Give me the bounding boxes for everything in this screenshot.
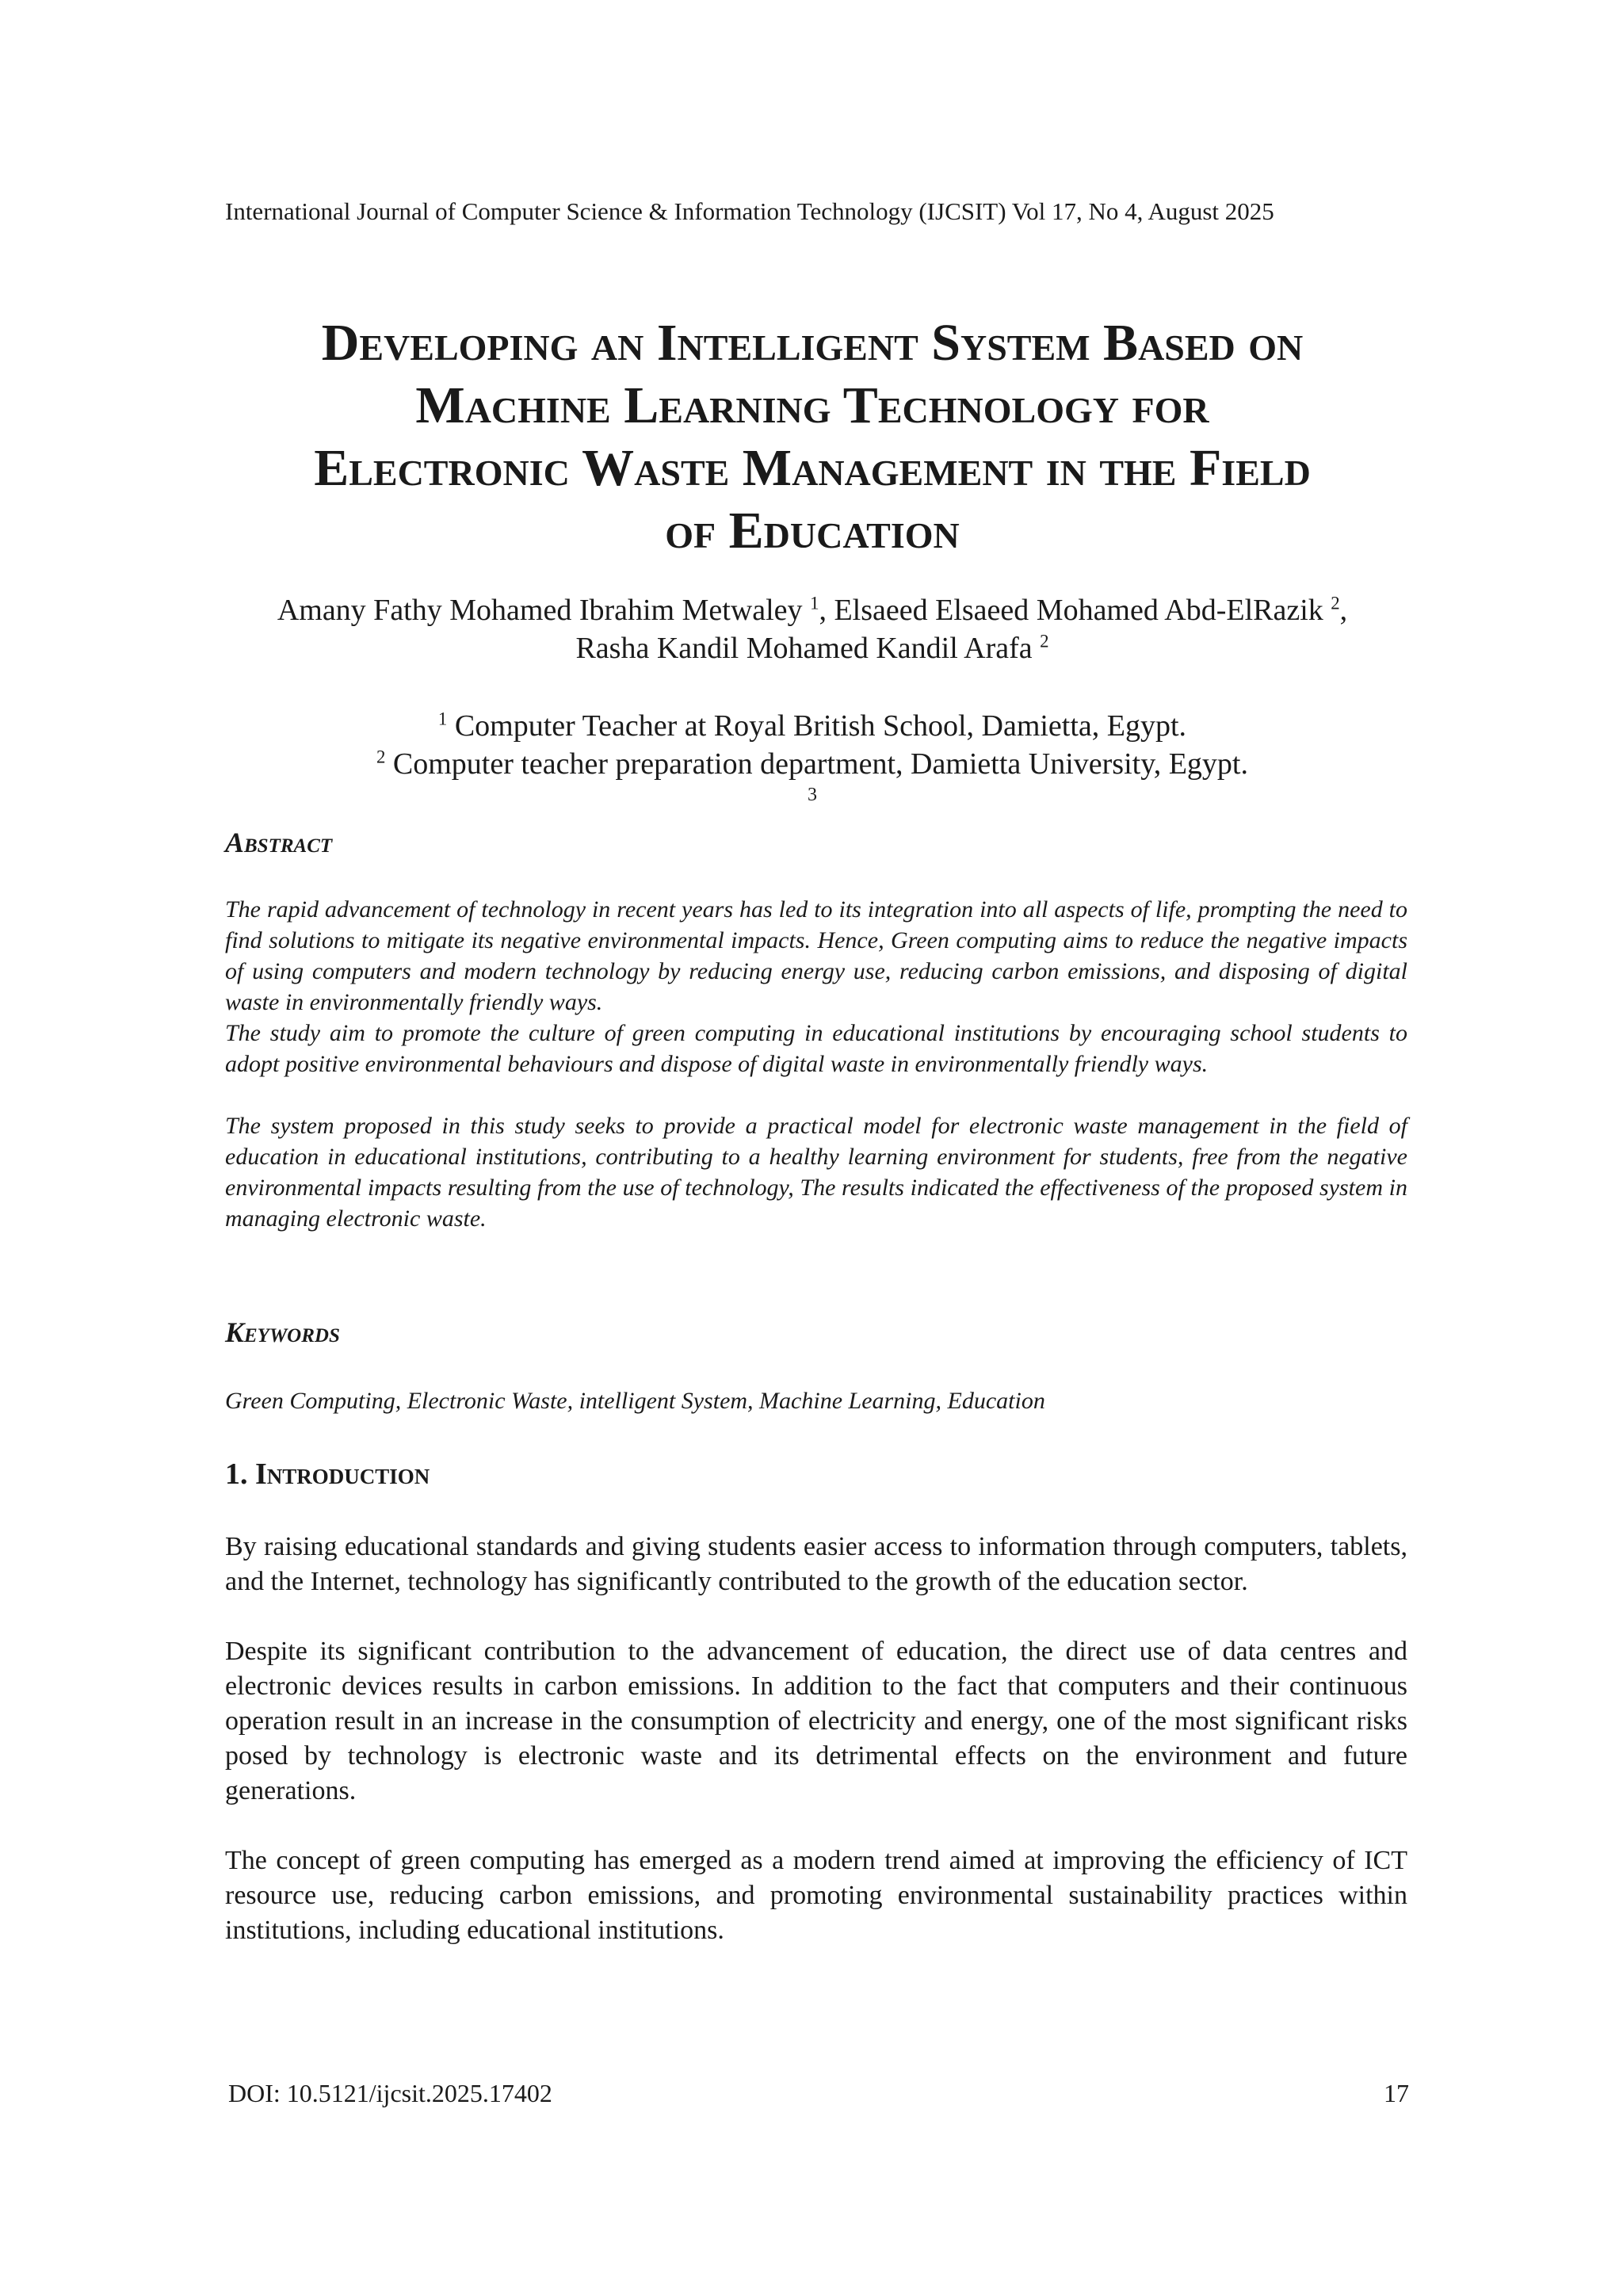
doi-footer: DOI: 10.5121/ijcsit.2025.17402 bbox=[228, 2079, 552, 2107]
affiliation-mark: 2 bbox=[1331, 593, 1340, 613]
abstract-paragraph: The system proposed in this study seeks to provide a practical model for electronic waste management in the field of education in educational institutions, contributing to a healthy learning environment for students, free from the negative environmental impacts resulting from the use of technology, The results indicated the effectiveness of the proposed system in managing electronic waste. bbox=[225, 1113, 1407, 1232]
body-paragraph: Despite its significant contribution to the advancement of education, the direct use of data centres and electronic devices results in carbon emissions. In addition to the fact that computers and their continuous operation result in an increase in the consumption of electricity and energy, one of the most significant risks posed by technology is electronic waste and its detrimental effects on the environment and future generations. bbox=[225, 1637, 1407, 1805]
title-line: Developing an Intelligent System Based on bbox=[321, 314, 1304, 372]
keywords-list: Green Computing, Electronic Waste, intelligent System, Machine Learning, Education bbox=[225, 1388, 1045, 1414]
abstract-paragraph: The study aim to promote the culture of green computing in educational institutions by encouraging school students to adopt positive environmental behaviours and dispose of digital waste in environmentally friendly ways. bbox=[225, 1020, 1407, 1077]
affiliation bbox=[158, 745, 1466, 783]
author-name: Rasha Kandil Mohamed Kandil Arafa bbox=[575, 632, 1033, 665]
author-line: Amany Fathy Mohamed Ibrahim Metwaley $^1$, Elsaeed Elsaeed Mohamed Abd-ElRazik $^2$, bbox=[277, 593, 1348, 627]
affiliation-mark: 3 bbox=[808, 785, 817, 805]
journal-header: International Journal of Computer Science & Information Technology (IJCSIT) Vol 17, No 4, August 2025 bbox=[225, 197, 1274, 225]
abstract-paragraph: The rapid advancement of technology in recent years has led to its integration into all aspects of life, prompting the need to find solutions to mitigate its negative environmental impacts. Hence, Green computing aims to reduce the negative impacts of using computers and modern technology by reducing energy use, reducing carbon emissions, and disposing of digital waste in environmentally friendly ways. bbox=[225, 896, 1407, 1015]
affiliation-mark: 1 bbox=[437, 709, 448, 729]
affiliation-text: Computer Teacher at Royal British School, Damietta, Egypt. bbox=[454, 709, 1187, 743]
author-line bbox=[158, 629, 1466, 667]
body-paragraph: The concept of green computing has emerged as a modern trend aimed at improving the efficiency of ICT resource use, reducing carbon emissions, and promoting environmental sustainability practices within institutions, including educational institutions. bbox=[225, 1846, 1407, 1945]
keywords-heading: Keywords bbox=[225, 1316, 340, 1348]
affiliation-mark: 2 bbox=[376, 747, 386, 767]
author-name: Elsaeed Elsaeed Mohamed Abd-ElRazik bbox=[834, 594, 1323, 627]
paper-title bbox=[158, 311, 1466, 562]
title-line: of Education bbox=[665, 502, 960, 560]
author-name: Amany Fathy Mohamed Ibrahim Metwaley bbox=[277, 594, 803, 627]
page-number: 17 bbox=[1384, 2079, 1409, 2107]
author-list bbox=[158, 591, 1466, 667]
introduction-heading: 1. Introduction bbox=[225, 1457, 430, 1491]
abstract-heading: Abstract bbox=[225, 827, 333, 858]
affiliation-list bbox=[158, 707, 1466, 807]
body-paragraph: By raising educational standards and giving students easier access to information through computers, tablets, and the Internet, technology has significantly contributed to the growth of the education sector. bbox=[225, 1532, 1407, 1596]
abstract-body bbox=[225, 894, 1407, 1234]
title-line: Machine Learning Technology for bbox=[415, 376, 1209, 434]
affiliation-mark: 1 bbox=[810, 593, 819, 613]
title-line: Electronic Waste Management in the Field bbox=[314, 439, 1311, 497]
introduction-body bbox=[225, 1530, 1407, 1983]
affiliation-mark: 2 bbox=[1040, 631, 1049, 651]
affiliation bbox=[158, 707, 1466, 745]
affiliation-text: Computer teacher preparation department, Damietta University, Egypt. bbox=[392, 747, 1248, 781]
